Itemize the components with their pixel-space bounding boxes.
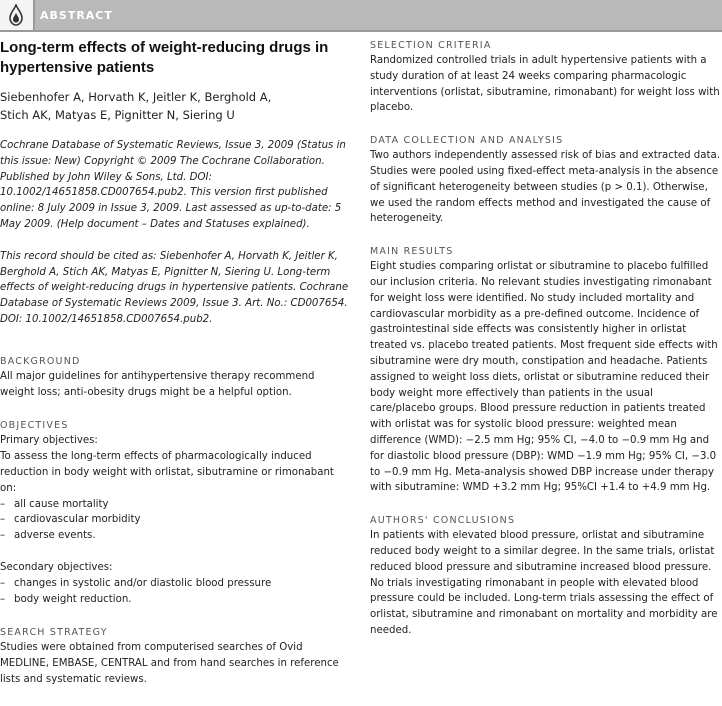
- abstract-label: ABSTRACT: [40, 9, 113, 22]
- list-item: – body weight reduction.: [0, 592, 350, 608]
- search-strategy-text: Studies were obtained from computerised searches of Ovid MEDLINE, EMBASE, CENTRAL and from hand searches in reference lists and systematic reviews.: [0, 642, 339, 685]
- objectives-heading: OBJECTIVES: [0, 420, 69, 432]
- main-results-text: Eight studies comparing orlistat or sibutramine to placebo fulfilled our inclusion criteria. No relevant studies investigating rimonabant for weight loss were identified. No study included mortality and cardiovascular morbidity as a pre-defined outcome. Incidence of gastrointestinal side effects was consistently higher in orlistat treated vs. placebo treated patients. Most frequent side effects with sibutramine were dry mouth, constipation and headache. Patients assigned to weight loss diets, orlistat or sibutramine reduced their body weight more effectively than patients in the usual care/placebo groups. Blood pressure reduction in patients treated with orlistat was for systolic blood pressure: weighted mean difference (WMD): −2.5 mm Hg; 95% CI, −4.0 to −0.9 mm Hg and for diastolic blood pressure (DBP): WMD −1.9 mm Hg; 95% CI, −3.0 to −0.9 mm Hg. Meta-analysis showed DBP increase under therapy with sibutramine: WMD +3.2 mm Hg; 95%CI +1.4 to +4.9 mm Hg.: [370, 261, 718, 494]
- data-collection-text: Two authors independently assessed risk of bias and extracted data. Studies were pooled using fixed-effect meta-analysis in the absence of significant heterogeneity between studies (p > 0.1). Otherwise, we used the random effects method and investigated the cause of heterogeneity.: [370, 150, 720, 225]
- selection-criteria-heading: SELECTION CRITERIA: [370, 40, 492, 51]
- selection-criteria-section: [370, 38, 720, 116]
- list-item: – all cause mortality: [0, 497, 350, 513]
- secondary-objectives-label: Secondary objectives:: [0, 561, 113, 573]
- conclusions-text: In patients with elevated blood pressure, orlistat and sibutramine reduced body weight to a similar degree. In the same trials, orlistat reduced blood pressure and sibutramine increased blood pressure. No trials investigating rimonabant in people with elevated blood pressure could be included. Long-term trials assessing the effect of orlistat, sibutramine and rimonabant on mortality and morbidity are needed.: [370, 530, 718, 636]
- search-strategy-heading: SEARCH STRATEGY: [0, 627, 108, 639]
- right-column: [370, 38, 720, 656]
- primary-objectives-label: Primary objectives:: [0, 435, 98, 447]
- background-heading: BACKGROUND: [0, 355, 81, 367]
- cochrane-logo-icon: [9, 4, 23, 26]
- search-strategy-section: [0, 625, 350, 687]
- cite-as-text: This record should be cited as: Siebenhofer A, Horvath K, Jeitler K, Berghold A, Stich AK, Matyas E, Pignitter N, Siering U. Long-term effects of weight-reducing drugs in hypertensive patients. Cochrane Database of Systematic Reviews 2009, Issue 3. Art. No.: CD007654. DOI: 10.1002/14651858.CD007654.pub2.: [0, 250, 349, 325]
- article-title: Long-term effects of weight-reducing drugs in hypertensive patients: [0, 39, 329, 76]
- background-section: [0, 354, 350, 401]
- main-results-heading: MAIN RESULTS: [370, 246, 454, 258]
- conclusions-section: [370, 513, 720, 639]
- selection-criteria-text: Randomized controlled trials in adult hypertensive patients with a study duration of at least 24 weeks comparing pharmacologic interventions (orlistat, sibutramine, rimonabant) for weight loss with placebo.: [370, 55, 720, 114]
- citation-info: Cochrane Database of Systematic Reviews, Issue 3, 2009 (Status in this issue: New) Copyright © 2009 The Cochrane Collaboration. Published by John Wiley & Sons, Ltd. DOI: 10.1002/14651858.CD007654.pub2. This version first published online: 8 July 2009 in Issue 3, 2009. Last assessed as up-to-date: 5 May 2009. (Help document – Dates and Statuses explained).: [0, 140, 346, 230]
- abstract-header-bar: [0, 0, 722, 32]
- objectives-section: [0, 418, 350, 607]
- primary-objectives-text: To assess the long-term effects of pharmacologically induced reduction in body weight with orlistat, sibutramine or rimonabant on:: [0, 451, 334, 494]
- secondary-objectives-list: [0, 576, 350, 608]
- primary-objectives-list: [0, 497, 350, 544]
- logo-container: [0, 0, 35, 30]
- background-text: All major guidelines for antihypertensive therapy recommend weight loss; anti-obesity drugs might be a helpful option.: [0, 370, 315, 398]
- authors-line-2: Stich AK, Matyas E, Pignitter N, Siering U: [0, 108, 235, 122]
- data-collection-heading: DATA COLLECTION AND ANALYSIS: [370, 135, 564, 147]
- list-item: – adverse events.: [0, 528, 350, 544]
- list-item: – cardiovascular morbidity: [0, 512, 350, 528]
- conclusions-heading: AUTHORS' CONCLUSIONS: [370, 515, 516, 527]
- left-column: [0, 38, 350, 706]
- authors-line-1: Siebenhofer A, Horvath K, Jeitler K, Berghold A,: [0, 90, 272, 104]
- data-collection-section: [370, 133, 720, 227]
- author-list: [0, 88, 350, 124]
- list-item: – changes in systolic and/or diastolic blood pressure: [0, 576, 350, 592]
- main-results-section: [370, 244, 720, 496]
